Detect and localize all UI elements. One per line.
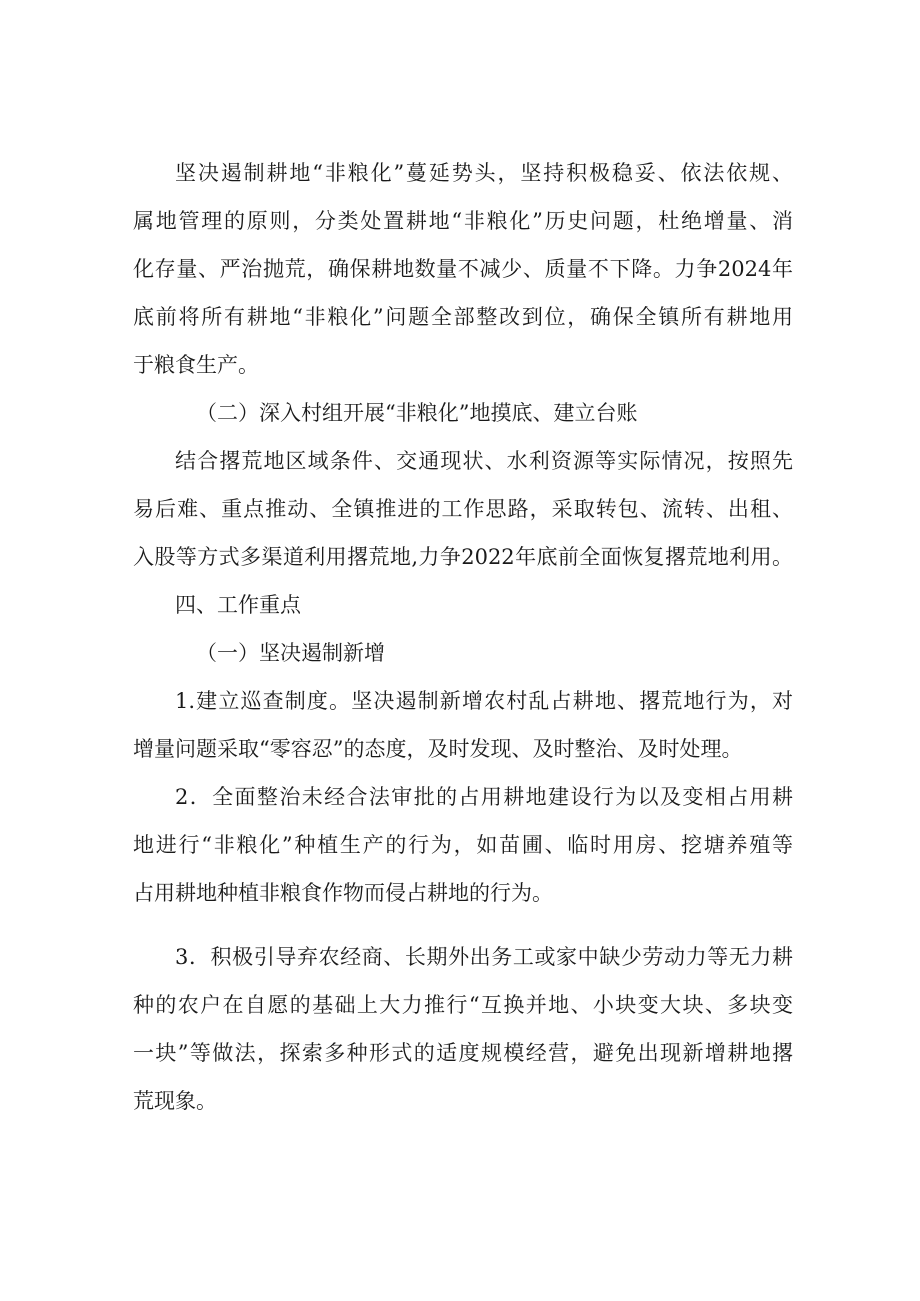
subheading-1: （一）坚决遏制新增 xyxy=(196,641,385,665)
item3-line1: 3．积极引导弃农经商、长期外出务工或家中缺少劳动力等无力耕 xyxy=(175,945,793,969)
para1-line1: 坚决遏制耕地“非粮化”蔓延势头，坚持积极稳妥、依法依规、 xyxy=(175,161,793,185)
para2-line1: 结合撂荒地区域条件、交通现状、水利资源等实际情况，按照先 xyxy=(175,449,793,473)
item3-line3: 一块”等做法，探索多种形式的适度规模经营，避免出现新增耕地撂 xyxy=(133,1041,793,1065)
item1-line1: 1.建立巡查制度。坚决遏制新增农村乱占耕地、撂荒地行为，对 xyxy=(175,689,793,713)
item2-line1: 2．全面整治未经合法审批的占用耕地建设行为以及变相占用耕 xyxy=(175,785,793,809)
para2-line3: 入股等方式多渠道利用撂荒地,力争2022年底前全面恢复撂荒地利用。 xyxy=(133,545,793,569)
para1-line3: 化存量、严治抛荒，确保耕地数量不减少、质量不下降。力争2024年 xyxy=(133,257,793,281)
item2-line2: 地进行“非粮化”种植生产的行为，如苗圃、临时用房、挖塘养殖等 xyxy=(133,833,793,857)
item3-line2: 种的农户在自愿的基础上大力推行“互换并地、小块变大块、多块变 xyxy=(133,993,793,1017)
para1-line5: 于粮食生产。 xyxy=(133,353,259,377)
item1-line2: 增量问题采取“零容忍”的态度，及时发现、及时整治、及时处理。 xyxy=(133,737,743,761)
para2-line2: 易后难、重点推动、全镇推进的工作思路，采取转包、流转、出租、 xyxy=(133,497,793,521)
subheading-2: （二）深入村组开展“非粮化”地摸底、建立台账 xyxy=(196,401,638,425)
para1-line2: 属地管理的原则，分类处置耕地“非粮化”历史问题，杜绝增量、消 xyxy=(133,209,793,233)
item3-line4: 荒现象。 xyxy=(133,1089,217,1113)
para1-line4: 底前将所有耕地“非粮化”问题全部整改到位，确保全镇所有耕地用 xyxy=(133,305,793,329)
section-heading-4: 四、工作重点 xyxy=(175,593,301,617)
item2-line3: 占用耕地种植非粮食作物而侵占耕地的行为。 xyxy=(133,881,553,905)
